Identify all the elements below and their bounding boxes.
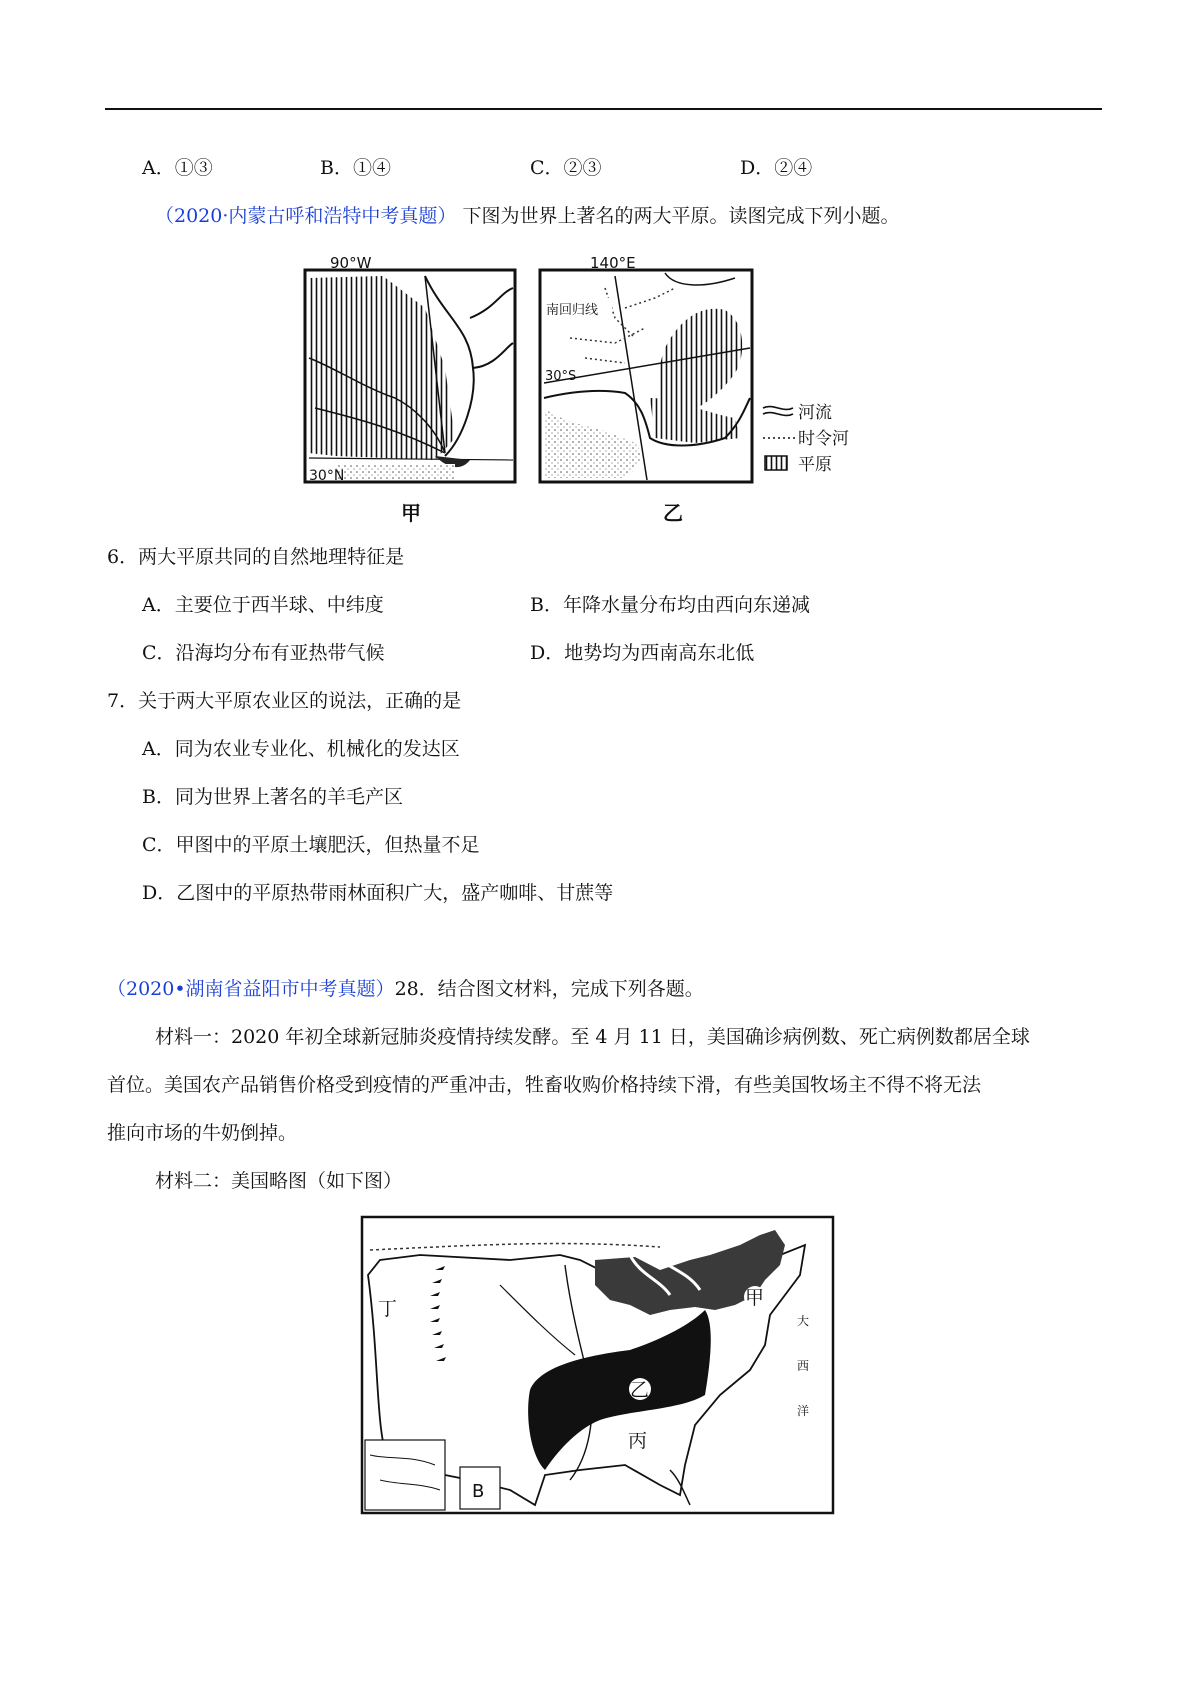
yi-lon-label: 140°E: [590, 254, 636, 272]
q7-option-b: B．同为世界上著名的羊毛产区: [142, 786, 403, 808]
caption-yi: 乙: [663, 501, 683, 525]
legend-river: 河流: [798, 403, 832, 423]
prev-option-d: D．②④: [740, 157, 813, 179]
q7-option-d: D．乙图中的平原热带雨林面积广大，盛产咖啡、甘蔗等: [142, 882, 614, 904]
usa-label-b: B: [472, 1481, 485, 1502]
usa-ocean-1: 大: [797, 1314, 810, 1328]
plains-figure: [295, 248, 945, 523]
usa-label-yi: 乙: [630, 1379, 650, 1401]
legend-seasonal: 时令河: [798, 429, 849, 449]
q7-option-c: C．甲图中的平原土壤肥沃，但热量不足: [142, 834, 480, 856]
intro-1-source: （2020·内蒙古呼和浩特中考真题）: [155, 205, 457, 227]
material-2: 材料二：美国略图（如下图）: [155, 1170, 403, 1192]
map-jia: [305, 254, 515, 484]
q28-text: 28．结合图文材料，完成下列各题。: [394, 978, 704, 1000]
usa-ocean-3: 洋: [797, 1404, 810, 1418]
q28-heading: [107, 976, 704, 1002]
q6-option-a: A．主要位于西半球、中纬度: [142, 594, 384, 616]
usa-label-jia: 甲: [745, 1287, 765, 1309]
map-legend: [763, 403, 849, 475]
intro-1: [155, 203, 899, 229]
material-1-line-1: 材料一：2020 年初全球新冠肺炎疫情持续发酵。至 4 月 11 日，美国确诊病例数、死亡病例数都居全球: [155, 1026, 1030, 1048]
q7-stem: 7．关于两大平原农业区的说法，正确的是: [107, 690, 462, 712]
usa-label-ding: 丁: [378, 1298, 398, 1320]
prev-option-b: B．①④: [320, 157, 391, 179]
material-1-line-3: 推向市场的牛奶倒掉。: [107, 1122, 298, 1144]
q6-option-c: C．沿海均分布有亚热带气候: [142, 642, 385, 664]
legend-plain: 平原: [798, 455, 832, 475]
q6-option-b: B．年降水量分布均由西向东递减: [530, 594, 810, 616]
q28-source: （2020•湖南省益阳市中考真题）: [107, 978, 395, 1000]
usa-label-bing: 丙: [628, 1430, 648, 1452]
material-1-line-2: 首位。美国农产品销售价格受到疫情的严重冲击，牲畜收购价格持续下滑，有些美国牧场主不得不将无法: [107, 1074, 982, 1096]
usa-ocean-2: 西: [797, 1359, 810, 1373]
q6-stem: 6．两大平原共同的自然地理特征是: [107, 546, 405, 568]
jia-lon-label: 90°W: [330, 254, 372, 272]
q6-option-d: D．地势均为西南高东北低: [530, 642, 755, 664]
jia-lat-label: 30°N: [309, 468, 345, 484]
yi-lat-label: 30°S: [545, 369, 577, 384]
usa-map: [360, 1215, 835, 1515]
prev-option-a: A．①③: [142, 157, 213, 179]
q7-option-a: A．同为农业专业化、机械化的发达区: [142, 738, 460, 760]
intro-1-text: 下图为世界上著名的两大平原。读图完成下列小题。: [462, 205, 900, 227]
caption-jia: 甲: [401, 501, 421, 525]
header-rule: [105, 108, 1102, 110]
map-yi: [540, 254, 752, 482]
prev-option-c: C．②③: [530, 157, 602, 179]
yi-tropic-label: 南回归线: [546, 303, 599, 318]
